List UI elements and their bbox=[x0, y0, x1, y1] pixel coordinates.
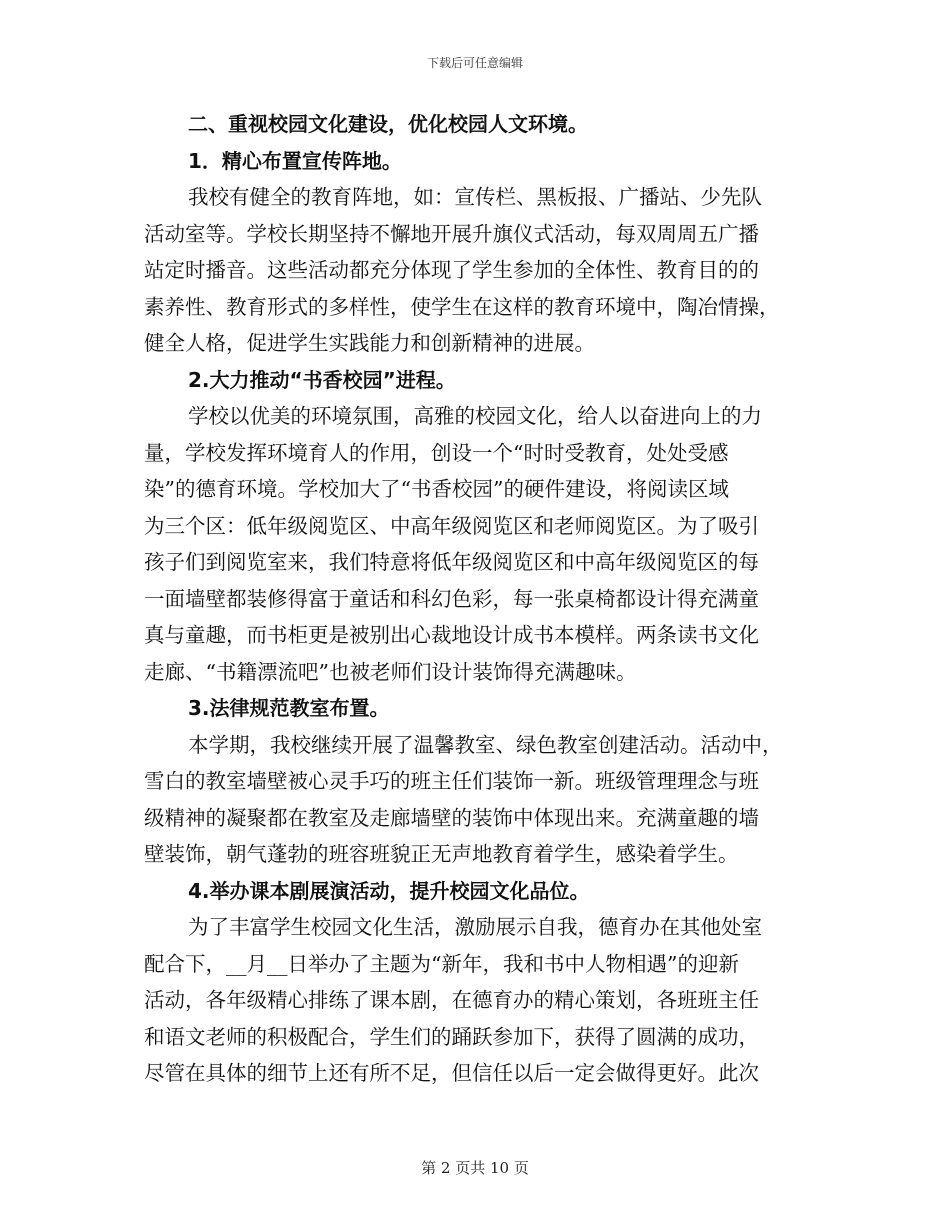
text-line: 配合下，__月__日举办了主题为“新年，我和书中人物相遇”的迎新 bbox=[144, 951, 739, 976]
subsection-heading-3: 3.法律规范教室布置。 bbox=[188, 696, 390, 720]
text-line: 学校以优美的环境氛围，高雅的校园文化，给人以奋进向上的力 bbox=[188, 404, 762, 428]
text-line: 为了丰富学生校园文化生活，激励展示自我，德育办在其他处室 bbox=[188, 915, 762, 939]
text-line: 染”的德育环境。学校加大了“书香校园”的硬件建设，将阅读区域 bbox=[144, 477, 729, 501]
text-line: 本学期，我校继续开展了温馨教室、绿色教室创建活动。活动中， bbox=[188, 732, 783, 757]
text-line: 量，学校发挥环境育人的作用，创设一个“时时受教育，处处受感 bbox=[144, 440, 729, 465]
text-line: 一面墙壁都装修得富于童话和科幻色彩，每一张桌椅都设计得充满童 bbox=[144, 586, 759, 611]
text-line: 站定时播音。这些活动都充分体现了学生参加的全体性、教育目的的 bbox=[144, 258, 759, 282]
text-line: 素养性、教育形式的多样性，使学生在这样的教育环境中，陶冶情操， bbox=[144, 294, 780, 319]
page-header: 下载后可任意编辑 bbox=[426, 56, 523, 70]
text-line: 走廊、“书籍漂流吧”也被老师们设计装饰得充满趣味。 bbox=[144, 659, 637, 684]
document-body bbox=[144, 106, 804, 1092]
paragraph-4 bbox=[144, 909, 804, 1092]
subsection-heading-2: 2.大力推动“书香校园”进程。 bbox=[188, 367, 456, 392]
text-line: 活动室等。学校长期坚持不懈地开展升旗仪式活动，每双周周五广播 bbox=[144, 221, 759, 246]
text-line: 孩子们到阅览室来，我们特意将低年级阅览区和中高年级阅览区的每 bbox=[144, 550, 759, 574]
text-line: 健全人格，促进学生实践能力和创新精神的进展。 bbox=[144, 331, 595, 355]
text-line: 为三个区：低年级阅览区、中高年级阅览区和老师阅览区。为了吸引 bbox=[144, 513, 759, 538]
text-line: 壁装饰，朝气蓬勃的班容班貌正无声地教育着学生，感染着学生。 bbox=[144, 842, 739, 866]
text-line: 我校有健全的教育阵地，如：宣传栏、黑板报、广播站、少先队 bbox=[188, 185, 762, 209]
subsection-heading-1: 1．精心布置宣传阵地。 bbox=[188, 148, 402, 173]
text-line: 和语文老师的积极配合，学生们的踊跃参加下，获得了圆满的成功， bbox=[144, 1024, 759, 1049]
text-line: 雪白的教室墙壁被心灵手巧的班主任们装饰一新。班级管理理念与班 bbox=[144, 769, 759, 793]
text-line: 尽管在具体的细节上还有所不足，但信任以后一定会做得更好。此次 bbox=[144, 1061, 759, 1085]
section-title: 二、重视校园文化建设，优化校园人文环境。 bbox=[188, 112, 588, 136]
text-line: 真与童趣，而书柜更是被别出心裁地设计成书本模样。两条读书文化 bbox=[144, 623, 759, 647]
page-footer: 第 2 页共 10 页 bbox=[421, 1159, 529, 1177]
subsection-heading-4: 4.举办课本剧展演活动，提升校园文化品位。 bbox=[188, 878, 590, 903]
paragraph-2 bbox=[144, 398, 804, 690]
text-line: 级精神的凝聚都在教室及走廊墙壁的装饰中体现出来。充满童趣的墙 bbox=[144, 805, 759, 830]
paragraph-1 bbox=[144, 179, 804, 362]
paragraph-3 bbox=[144, 727, 804, 873]
text-line: 活动，各年级精心排练了课本剧，在德育办的精心策划，各班班主任 bbox=[144, 988, 759, 1012]
